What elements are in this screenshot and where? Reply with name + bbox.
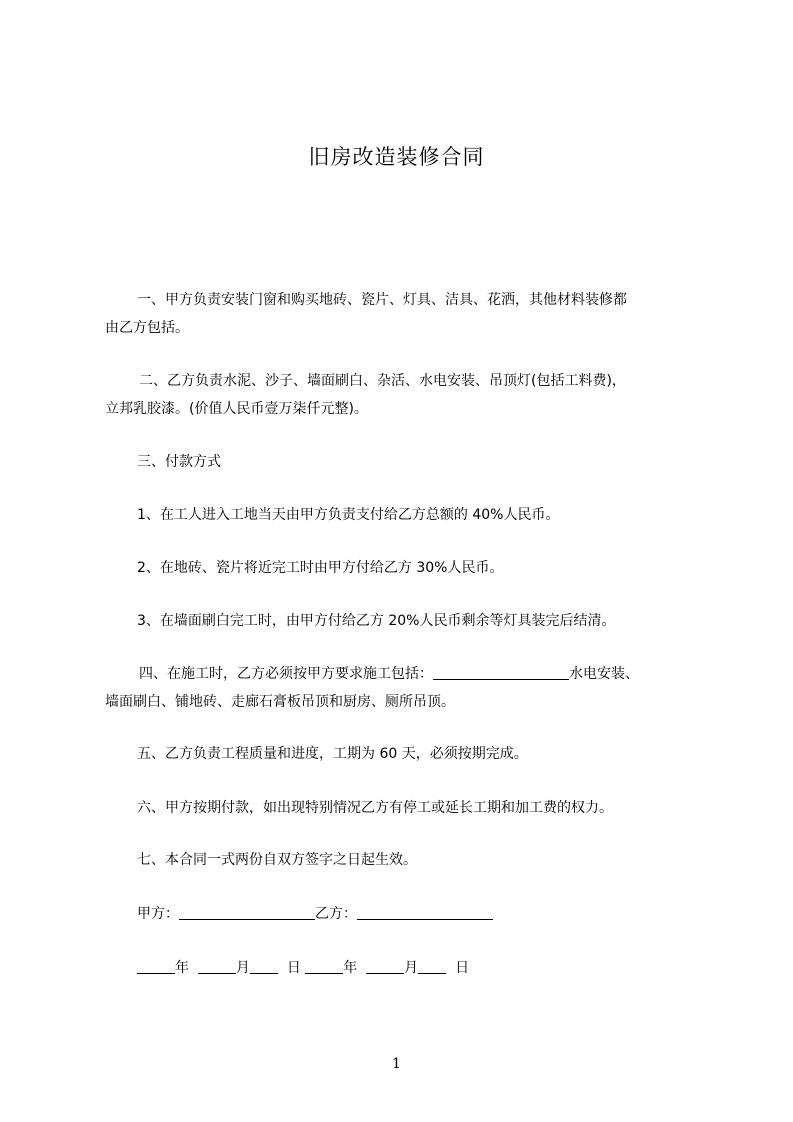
signature-row xyxy=(105,900,701,928)
clause-3-heading xyxy=(105,448,701,476)
clause-6 xyxy=(105,794,701,822)
clause-2-line-2: 立邦乳胶漆。(价值人民币壹万柒仟元整)。 xyxy=(105,401,368,417)
signature-line xyxy=(105,900,701,928)
clause-2-line-1: 二、乙方负责水泥、沙子、墙面刷白、杂活、水电安装、吊顶灯(包括工料费)， xyxy=(139,373,626,389)
party-b-label: 乙方： xyxy=(315,906,357,922)
payment-item-1 xyxy=(105,501,701,529)
date-row xyxy=(105,954,701,982)
clause-4-line-2: 墙面刷白、铺地砖、走廊石膏板吊顶和厨房、厕所吊顶。 xyxy=(105,694,455,710)
date-a-day-label: 日 xyxy=(286,960,301,976)
clause-5-text: 五、乙方负责工程质量和进度，工期为 60 天，必须按期完成。 xyxy=(137,746,528,762)
payment-item-2-text: 2、在地砖、瓷片将近完工时由甲方付给乙方 30%人民币。 xyxy=(137,560,504,576)
date-line xyxy=(105,954,701,982)
page-title: 旧房改造装修合同 xyxy=(308,145,485,169)
party-a-signature-field[interactable] xyxy=(179,903,315,920)
clause-7-text: 七、本合同一式两份自双方签字之日起生效。 xyxy=(137,852,417,868)
date-b-month-field[interactable] xyxy=(366,957,404,974)
payment-item-3 xyxy=(105,607,701,635)
date-b-year-label: 年 xyxy=(343,960,358,976)
clause-6-text: 六、甲方按期付款，如出现特别情况乙方有停工或延长工期和加工费的权力。 xyxy=(137,800,613,816)
date-b-day-label: 日 xyxy=(455,960,470,976)
clause-4-prefix: 四、在施工时，乙方必须按甲方要求施工包括： xyxy=(139,666,433,682)
clause-4-suffix: 水电安装、 xyxy=(569,666,639,682)
payment-item-2 xyxy=(105,554,701,582)
party-b-signature-field[interactable] xyxy=(357,903,493,920)
clause-1-line-2: 由乙方包括。 xyxy=(105,320,189,336)
party-a-label: 甲方： xyxy=(137,906,179,922)
clause-4 xyxy=(105,660,701,716)
clause-7 xyxy=(105,846,701,874)
clause-2 xyxy=(105,367,701,423)
scope-blank-field[interactable] xyxy=(433,663,569,680)
clause-5 xyxy=(105,740,701,768)
date-a-month-field[interactable] xyxy=(198,957,236,974)
clause-1-line-1: 一、甲方负责安装门窗和购买地砖、瓷片、灯具、洁具、花洒，其他材料装修都 xyxy=(137,292,627,308)
date-b-year-field[interactable] xyxy=(305,957,343,974)
payment-item-3-text: 3、在墙面刷白完工时，由甲方付给乙方 20%人民币剩余等灯具装完后结清。 xyxy=(137,613,616,629)
payment-item-1-text: 1、在工人进入工地当天由甲方负责支付给乙方总额的 40%人民币。 xyxy=(137,507,560,523)
date-a-day-field[interactable] xyxy=(250,957,278,974)
clause-1 xyxy=(105,286,701,342)
date-a-year-label: 年 xyxy=(175,960,189,976)
date-b-day-field[interactable] xyxy=(418,957,446,974)
page-number: 1 xyxy=(392,1056,401,1072)
clause-4-line-1 xyxy=(105,660,701,688)
date-a-month-label: 月 xyxy=(235,960,250,976)
date-b-month-label: 月 xyxy=(404,960,419,976)
date-a-year-field[interactable] xyxy=(137,957,175,974)
clause-3-heading-text: 三、付款方式 xyxy=(137,454,221,470)
